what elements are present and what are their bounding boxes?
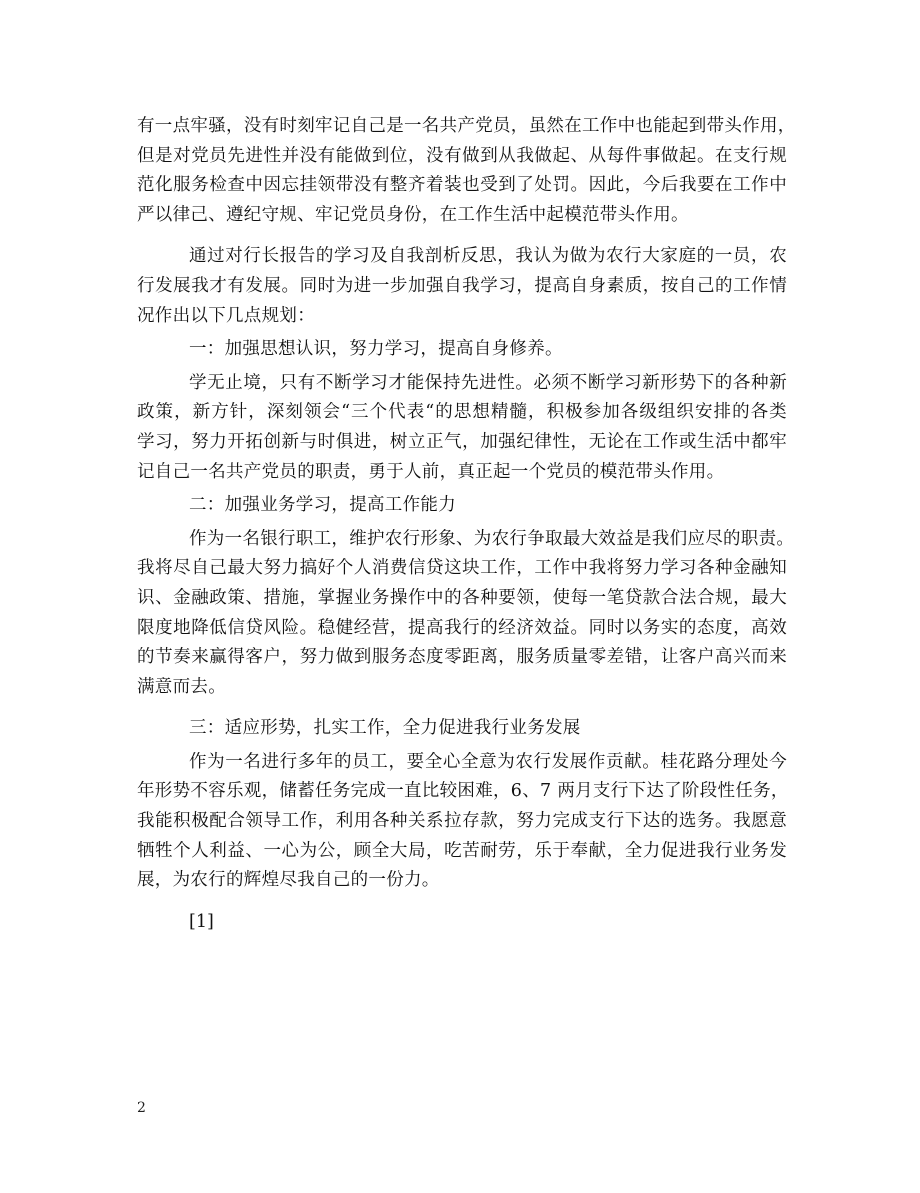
section-heading	[137, 714, 787, 744]
text-line: 满意而去。	[137, 676, 226, 697]
text-line: 行发展我才有发展。同时为进一步加强自我学习，提高自身素质，按自己的工作情	[137, 275, 787, 296]
text-line: 学习，努力开拓创新与时俱进，树立正气，加强纪律性，无论在工作或生活中都牢	[137, 431, 787, 452]
footnote-reference: [1]	[189, 911, 214, 932]
paragraph	[137, 748, 787, 896]
text-line: 有一点牢骚，没有时刻牢记自己是一名共产党员，虽然在工作中也能起到带头作用，	[137, 116, 796, 136]
paragraph	[137, 525, 795, 703]
text-line: 三：适应形势，扎实工作，全力促进我行业务发展	[189, 718, 581, 739]
paragraph	[137, 369, 787, 487]
text-line: 我将尽自己最大努力搞好个人消费信贷这块工作，工作中我将努力学习各种金融知	[137, 558, 787, 579]
text-line: 范化服务检查中因忘挂领带没有整齐着装也受到了处罚。因此，今后我要在工作中	[137, 175, 787, 196]
paragraph	[137, 242, 787, 331]
text-line: 政策，新方针，深刻领会“三个代表“的思想精髓，积极参加各级组织安排的各类	[137, 402, 787, 423]
text-line: 通过对行长报告的学习及自我剖析反思，我认为做为农行大家庭的一员，农	[189, 246, 787, 267]
text-line: 展，为农行的辉煌尽我自己的一份力。	[137, 870, 440, 891]
text-line: 年形势不容乐观，储蓄任务完成一直比较困难，6、7 两月支行下达了阶段性任务，	[137, 781, 789, 802]
text-line: 限度地降低信贷风险。稳健经营，提高我行的经济效益。同时以务实的态度，高效	[137, 617, 787, 638]
text-line: 二：加强业务学习，提高工作能力	[189, 495, 456, 516]
text-line: 作为一名银行职工，维护农行形象、为农行争取最大效益是我们应尽的职责。	[189, 528, 795, 549]
text-line: 严以律己、遵纪守规、牢记党员身份，在工作生活中起模范带头作用。	[137, 204, 689, 225]
text-line: 牺牲个人利益、一心为公，顾全大局，吃苦耐劳，乐于奉献，全力促进我行业务发	[137, 840, 787, 861]
paragraph	[137, 112, 796, 230]
text-line: 识、金融政策、措施，掌握业务操作中的各种要领，使每一笔贷款合法合规，最大	[137, 587, 787, 608]
document-body	[137, 112, 796, 937]
text-line: 我能积极配合领导工作，利用各种关系拉存款，努力完成支行下达的选务。我愿意	[137, 811, 787, 832]
text-line: 学无止境，只有不断学习才能保持先进性。必须不断学习新形势下的各种新	[189, 372, 787, 393]
text-line: 的节奏来赢得客户，努力做到服务态度零距离，服务质量零差错，让客户高兴而来	[137, 647, 787, 668]
text-line: 记自己一名共产党员的职责，勇于人前，真正起一个党员的模范带头作用。	[137, 461, 725, 482]
text-line: 一：加强思想认识，努力学习，提高自身修养。	[189, 339, 563, 360]
page-number: 2	[137, 1100, 146, 1116]
text-line: 但是对党员先进性并没有能做到位，没有做到从我做起、从每件事做起。在支行规	[137, 145, 787, 166]
section-heading	[137, 491, 787, 521]
text-line: 作为一名进行多年的员工，要全心全意为农行发展作贡献。桂花路分理处今	[189, 751, 787, 772]
section-heading	[137, 335, 787, 365]
text-line: 况作出以下几点规划：	[137, 305, 315, 326]
